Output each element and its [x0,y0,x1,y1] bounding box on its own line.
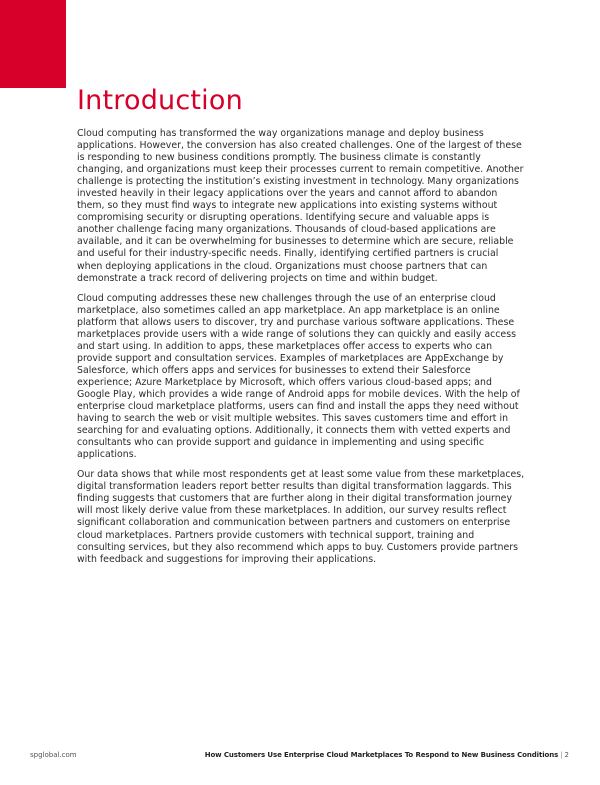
paragraph-3: Our data shows that while most respondents get at least some value from these marketplaces, digital transformation leaders report better results than digital transformation laggards. This finding suggests that customers that are further along in their digital transformation journey will most likely derive value from these marketplaces. In addition, our survey results reflect significant collaboration and communication between partners and customers on enterprise cloud marketplaces. Partners provide customers with technical support, training and consulting services, but they also recommend which apps to buy. Customers provide partners with feedback and suggestions for improving their applications. [77,469,525,565]
page-number: 2 [564,751,569,759]
red-accent-block [0,0,66,88]
body-text [77,128,525,574]
page-title: Introduction [77,85,243,116]
footer-doc-info [205,750,569,760]
paragraph-2: Cloud computing addresses these new challenges through the use of an enterprise cloud marketplace, also sometimes called an app marketplace. An app marketplace is an online platform that allows users to discover, try and purchase various software applications. These marketplaces provide users with a wide range of solutions they can quickly and easily access and start using. In addition to apps, these marketplaces offer access to experts who can provide support and consultation services. Examples of marketplaces are AppExchange by Salesforce, which offers apps and services for businesses to extend their Salesforce experience; Azure Marketplace by Microsoft, which offers various cloud-based apps; and Google Play, which provides a wide range of Android apps for mobile devices. With the help of enterprise cloud marketplace platforms, users can find and install the apps they need without having to search the web or visit multiple websites. This saves customers time and effort in searching for and evaluating options. Additionally, it connects them with vetted experts and consultants who can provide support and guidance in implementing and using specific applications. [77,292,520,461]
footer-doc-title: How Customers Use Enterprise Cloud Marketplaces To Respond to New Business Conditions [204,751,559,759]
paragraph-1: Cloud computing has transformed the way organizations manage and deploy business applications. However, the conversion has also created challenges. One of the largest of these is responding to new business conditions promptly. The business climate is constantly changing, and organizations must keep their processes current to remain competitive. Another challenge is protecting the institution’s existing investment in technology. Many organizations invested heavily in their legacy applications over the years and cannot afford to abandon them, so they must find ways to integrate new applications into existing systems without compromising security or disrupting operations. Identifying secure and valuable apps is another challenge facing many organizations. Thousands of cloud-based applications are available, and it can be overwhelming for businesses to determine which are secure, reliable and useful for their industry-specific needs. Finally, identifying certified partners is crucial when deploying applications in the cloud. Organizations must choose partners that can demonstrate a track record of delivering projects on time and within budget. [77,128,524,284]
footer-site-link[interactable]: spglobal.com [30,751,77,759]
footer-separator: | [560,751,563,759]
